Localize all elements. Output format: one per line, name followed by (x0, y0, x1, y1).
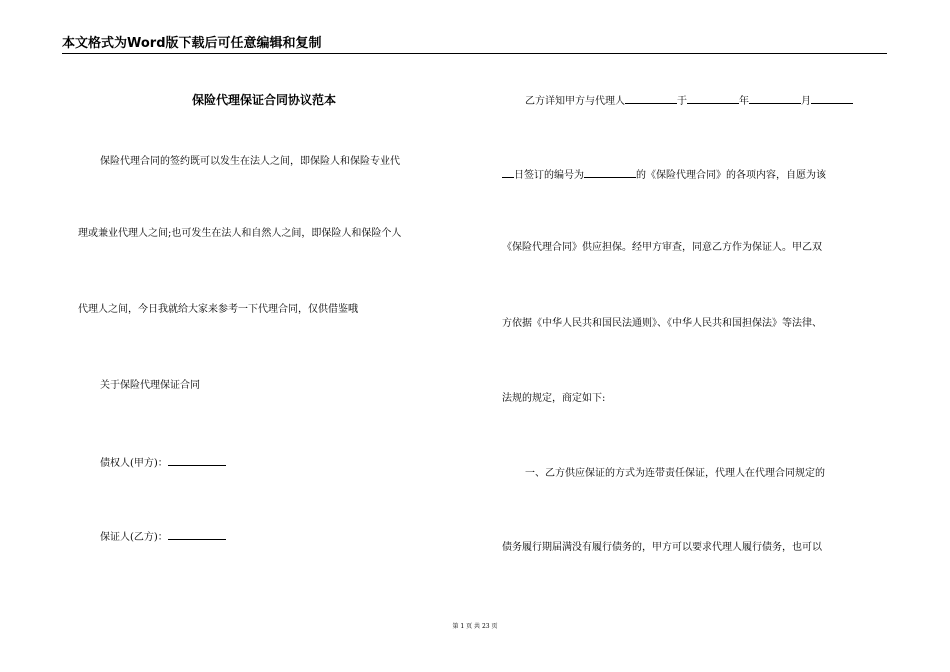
agreement-line-1 (525, 93, 853, 109)
document-title: 保险代理保证合同协议范本 (191, 93, 336, 107)
header-rule (62, 53, 887, 54)
page-header: 本文格式为Word版下载后可任意编辑和复制 (62, 36, 322, 51)
text-segment: 的《保险代理合同》的各项内容，自愿为该 (636, 170, 826, 181)
paragraph-line: 法规的规定，商定如下: (502, 393, 606, 404)
section-heading: 关于保险代理保证合同 (100, 380, 200, 391)
blank-year (687, 93, 739, 104)
paragraph-line: 方依据《中华人民共和国民法通则》、《中华人民共和国担保法》等法律、 (502, 318, 822, 329)
text-segment: 月 (801, 96, 811, 107)
agreement-line-2 (502, 167, 826, 183)
paragraph-line: 理或兼业代理人之间;也可发生在法人和自然人之间，即保险人和保险个人 (78, 228, 402, 239)
creditor-label: 债权人(甲方)： (100, 458, 168, 469)
guarantor-blank (168, 529, 226, 540)
blank-agent (625, 93, 677, 104)
clause-one-line: 一、乙方供应保证的方式为连带责任保证，代理人在代理合同规定的 (525, 468, 825, 479)
creditor-row (100, 455, 226, 471)
text-segment: 年 (739, 96, 749, 107)
guarantor-label: 保证人(乙方)： (100, 532, 168, 543)
text-segment: 乙方详知甲方与代理人 (525, 96, 625, 107)
guarantor-row (100, 529, 226, 545)
paragraph-line: 代理人之间，今日我就给大家来参考一下代理合同，仅供借鉴哦 (78, 304, 358, 315)
text-segment: 于 (677, 96, 687, 107)
blank-day-cont (502, 167, 514, 178)
blank-day (811, 93, 853, 104)
page-number: 第 1 页 共 23 页 (452, 623, 498, 630)
creditor-blank (168, 455, 226, 466)
text-segment: 日签订的编号为 (514, 170, 584, 181)
paragraph-line: 保险代理合同的签约既可以发生在法人之间，即保险人和保险专业代 (100, 156, 400, 167)
paragraph-line: 《保险代理合同》供应担保。经甲方审查，同意乙方作为保证人。甲乙双 (502, 242, 822, 253)
paragraph-line: 债务履行期届满没有履行债务的，甲方可以要求代理人履行债务，也可以 (502, 542, 822, 553)
blank-month (749, 93, 801, 104)
blank-contract-number (584, 167, 636, 178)
